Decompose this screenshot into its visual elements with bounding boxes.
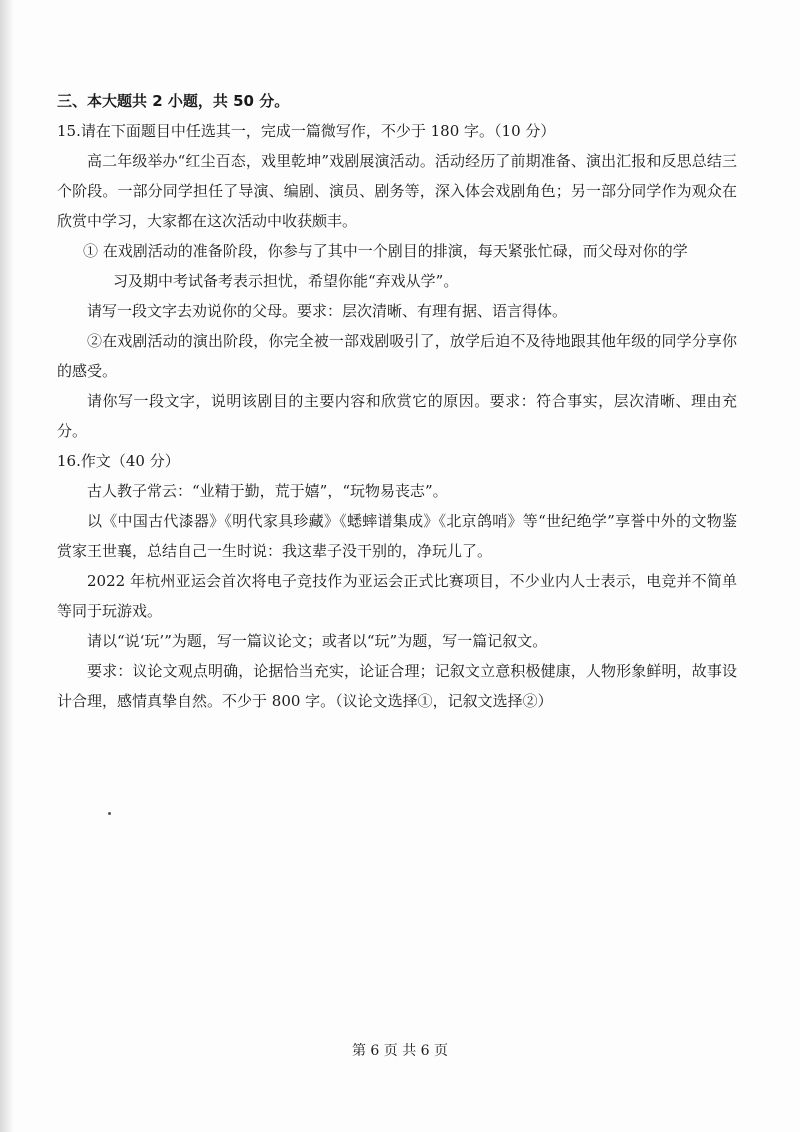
q16-task: 请以“说‘玩’”为题，写一篇议论文；或者以“玩”为题，写一篇记叙文。 [87,632,548,650]
page-content [57,86,737,716]
q16-esports: 2022 年杭州亚运会首次将电子竞技作为亚运会正式比赛项目，不少业内人士表示，电竞并不简单等同于玩游戏。 [57,572,737,620]
q15-stem: 15.请在下面题目中任选其一，完成一篇微写作，不少于 180 字。（10 分） [57,122,556,140]
scan-speck [108,812,111,815]
page-number: 第 6 页 共 6 页 [351,1043,449,1059]
section-title: 三、本大题共 2 小题，共 50 分。 [57,92,290,110]
q15-option2: ②在戏剧活动的演出阶段，你完全被一部戏剧吸引了，放学后迫不及待地跟其他年级的同学分享你的感受。 [57,332,737,380]
q15-option2-requirement: 请你写一段文字，说明该剧目的主要内容和欣赏它的原因。要求：符合事实，层次清晰、理由充分。 [57,392,737,440]
q16-wang-shixiang: 以《中国古代漆器》《明代家具珍藏》《蟋蟀谱集成》《北京鸽哨》等“世纪绝学”享誉中外的文物鉴赏家王世襄，总结自己一生时说：我这辈子没干别的，净玩儿了。 [57,512,737,560]
q15-intro: 高二年级举办“红尘百态，戏里乾坤”戏剧展演活动。活动经历了前期准备、演出汇报和反思总结三个阶段。一部分同学担任了导演、编剧、演员、剧务等，深入体会戏剧角色；另一部分同学作为观众在欣赏中学习，大家都在这次活动中收获颇丰。 [57,152,737,230]
q16-quote: 古人教子常云：“业精于勤，荒于嬉”，“玩物易丧志”。 [87,482,448,500]
scan-edge-shadow [0,0,14,1132]
q15-option1-line2: 习及期中考试备考表示担忧，希望你能“弃戏从学”。 [113,272,459,290]
q15-option1-requirement: 请写一段文字去劝说你的父母。要求：层次清晰、有理有据、语言得体。 [87,302,568,320]
q16-stem: 16.作文（40 分） [57,452,180,470]
q16-requirements: 要求：议论文观点明确，论据恰当充实，论证合理；记叙文立意积极健康，人物形象鲜明，故事设计合理，感情真挚自然。不少于 800 字。（议论文选择①，记叙文选择②） [57,662,737,710]
q15-option1-line1: ① 在戏剧活动的准备阶段，你参与了其中一个剧目的排演，每天紧张忙碌，而父母对你的学 [83,242,688,260]
